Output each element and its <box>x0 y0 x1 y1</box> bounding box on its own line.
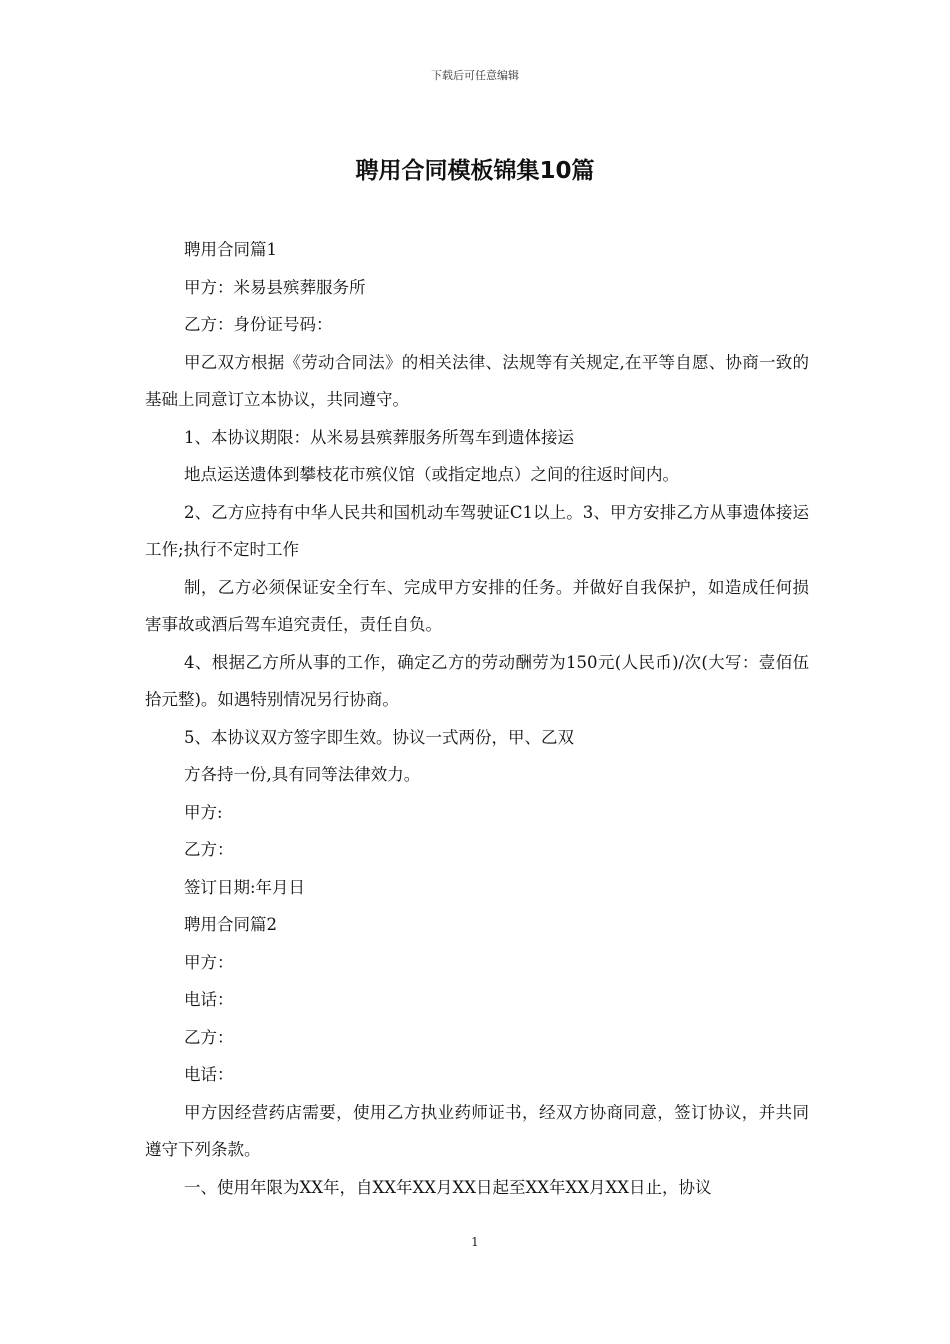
paragraph: 乙方： <box>184 1027 234 1047</box>
paragraph: 甲方: <box>184 802 223 822</box>
paragraph: 一、使用年限为XX年，自XX年XX月XX日起至XX年XX月XX日止，协议 <box>184 1177 712 1197</box>
paragraph: 甲乙双方根据《劳动合同法》的相关法律、法规等有关规定,在平等自愿、协商一致的基础上同意订立本协议，共同遵守。 <box>145 352 809 409</box>
paragraph: 电话： <box>184 1065 234 1084</box>
header-note: 下载后可任意编辑 <box>431 69 519 82</box>
paragraph: 2、乙方应持有中华人民共和国机动车驾驶证C1以上。3、甲方安排乙方从事遗体接运工作;执行不定时工作 <box>145 502 809 559</box>
document-body <box>145 231 809 1206</box>
paragraph: 乙方： <box>184 840 234 859</box>
paragraph: 制，乙方必须保证安全行车、完成甲方安排的任务。并做好自我保护，如造成任何损害事故或酒后驾车追究责任，责任自负。 <box>145 577 809 634</box>
paragraph: 5、本协议双方签字即生效。协议一式两份，甲、乙双 <box>184 727 574 747</box>
document-title: 聘用合同模板锦集10篇 <box>355 158 595 184</box>
paragraph: 甲方因经营药店需要，使用乙方执业药师证书，经双方协商同意，签订协议，并共同遵守下列条款。 <box>145 1102 809 1159</box>
paragraph: 乙方：身份证号码： <box>184 315 333 334</box>
page-number: 1 <box>471 1235 479 1249</box>
paragraph: 方各持一份,具有同等法律效力。 <box>184 765 421 784</box>
paragraph: 甲方： <box>184 952 234 972</box>
paragraph: 地点运送遗体到攀枝花市殡仪馆（或指定地点）之间的往返时间内。 <box>184 465 679 484</box>
paragraph: 电话： <box>184 990 234 1009</box>
paragraph: 4、根据乙方所从事的工作，确定乙方的劳动酬劳为150元(人民币)/次(大写：壹佰伍拾元整)。如遇特别情况另行协商。 <box>145 652 809 709</box>
paragraph: 签订日期:年月日 <box>184 877 306 897</box>
paragraph: 聘用合同篇2 <box>184 915 277 934</box>
paragraph: 聘用合同篇1 <box>184 240 277 259</box>
paragraph: 甲方：米易县殡葬服务所 <box>184 277 366 297</box>
paragraph: 1、本协议期限：从米易县殡葬服务所驾车到遗体接运 <box>184 427 574 447</box>
